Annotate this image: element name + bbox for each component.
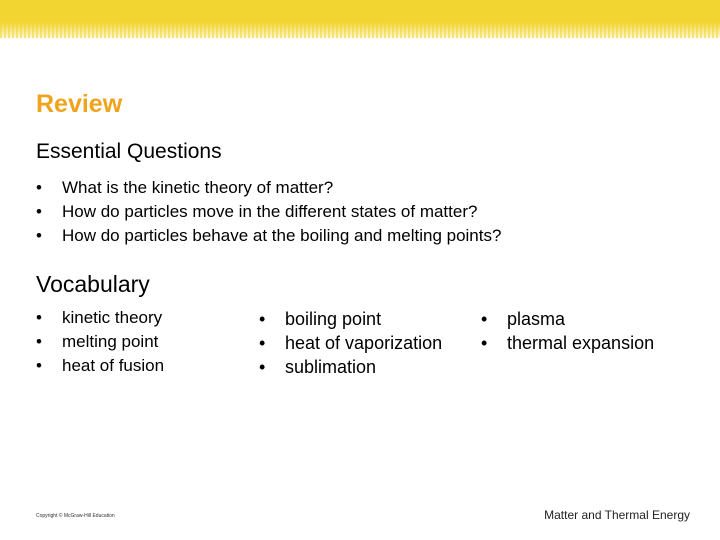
vocabulary-column-3 [481,307,654,355]
footer-chapter-title: Matter and Thermal Energy [544,508,690,522]
list-item: • melting point [36,330,164,354]
list-item: • heat of fusion [36,354,164,378]
list-item: • boiling point [259,307,442,331]
top-decorative-band [0,0,720,40]
list-item: • How do particles move in the different states of matter? [36,200,501,224]
vocabulary-heading: Vocabulary [36,271,150,297]
essential-questions-list [36,176,501,248]
list-item: • thermal expansion [481,331,654,355]
vocabulary-column-1 [36,306,164,378]
list-item: • sublimation [259,355,442,379]
list-item: • What is the kinetic theory of matter? [36,176,501,200]
dotted-pattern [0,22,720,38]
essential-questions-heading: Essential Questions [36,140,222,163]
list-item: • heat of vaporization [259,331,442,355]
list-item: • kinetic theory [36,306,164,330]
slide-title: Review [36,90,123,118]
list-item: • How do particles behave at the boiling and melting points? [36,224,501,248]
vocabulary-column-2 [259,307,442,379]
list-item: • plasma [481,307,654,331]
copyright-notice: Copyright © McGraw-Hill Education [36,513,115,519]
